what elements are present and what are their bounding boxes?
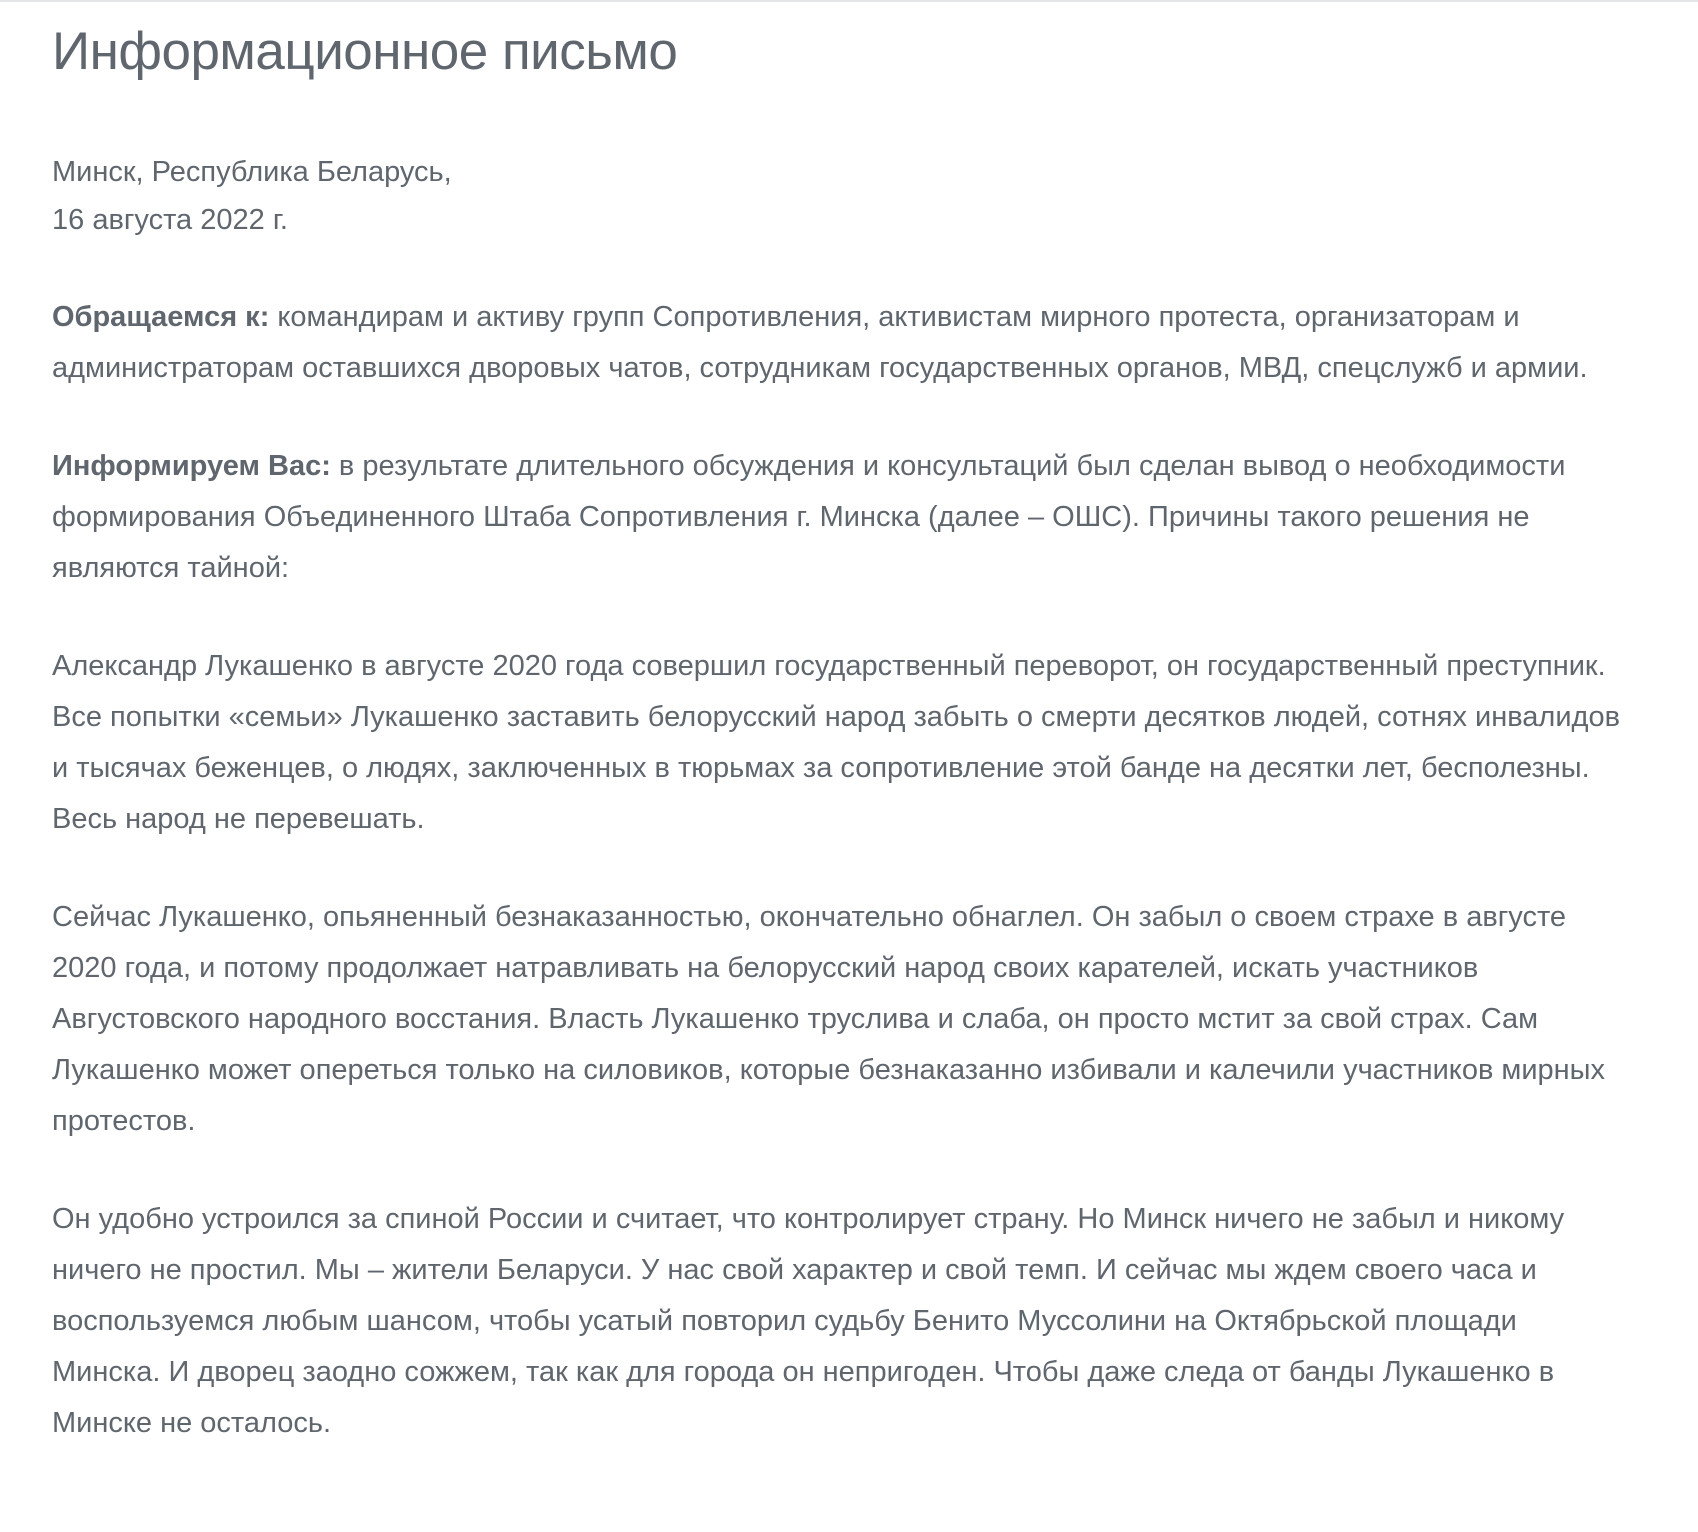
letter-body <box>52 22 1652 1449</box>
address-lead: Обращаемся к: <box>52 301 270 333</box>
letter-title: Информационное письмо <box>52 22 678 81</box>
inform-lead: Информируем Вас: <box>52 450 331 482</box>
address-paragraph <box>52 292 1622 394</box>
inform-text: в результате длительного обсуждения и консультаций был сделан вывод о необходимости формирования Объединенного Штаба Сопротивления г. Минска (далее – ОШС). Причины такого решения не являются тайной: <box>52 450 1566 584</box>
body-paragraph-3: Он удобно устроился за спиной России и считает, что контролирует страну. Но Минск ничего не забыл и никому ничего не простил. Мы – жители Беларуси. У нас свой характер и свой темп. И сейчас мы ждем своего часа и воспользуемся любым шансом, чтобы усатый повторил судьбу Бенито Муссолини на Октябрьской площади Минска. И дворец заодно сожжем, так как для города он непригоден. Чтобы даже следа от банды Лукашенко в Минске не осталось. <box>52 1203 1565 1439</box>
letter-meta <box>52 148 1652 244</box>
body-paragraph-1: Александр Лукашенко в августе 2020 года совершил государственный переворот, он государственный преступник. Все попытки «семьи» Лукашенко заставить белорусский народ забыть о смерти десятков людей, сотнях инвалидов и тысячах беженцев, о людях, заключенных в тюрьмах за сопротивление этой банде на десятки лет, бесполезны. Весь народ не перевешать. <box>52 650 1621 835</box>
letter-place: Минск, Республика Беларусь, <box>52 156 452 188</box>
body-paragraph-2: Сейчас Лукашенко, опьяненный безнаказанностью, окончательно обнаглел. Он забыл о своем страхе в августе 2020 года, и потому продолжает натравливать на белорусский народ своих карателей, искать участников Августовского народного восстания. Власть Лукашенко труслива и слаба, он просто мстит за свой страх. Сам Лукашенко может опереться только на силовиков, которые безнаказанно избивали и калечили участников мирных протестов. <box>52 901 1606 1137</box>
letter-date: 16 августа 2022 г. <box>52 204 288 236</box>
address-text: командирам и активу групп Сопротивления, активистам мирного протеста, организаторам и администраторам оставшихся дворовых чатов, сотрудникам государственных органов, МВД, спецслужб и армии. <box>52 301 1588 384</box>
inform-paragraph <box>52 441 1622 594</box>
top-divider <box>0 0 1698 2</box>
